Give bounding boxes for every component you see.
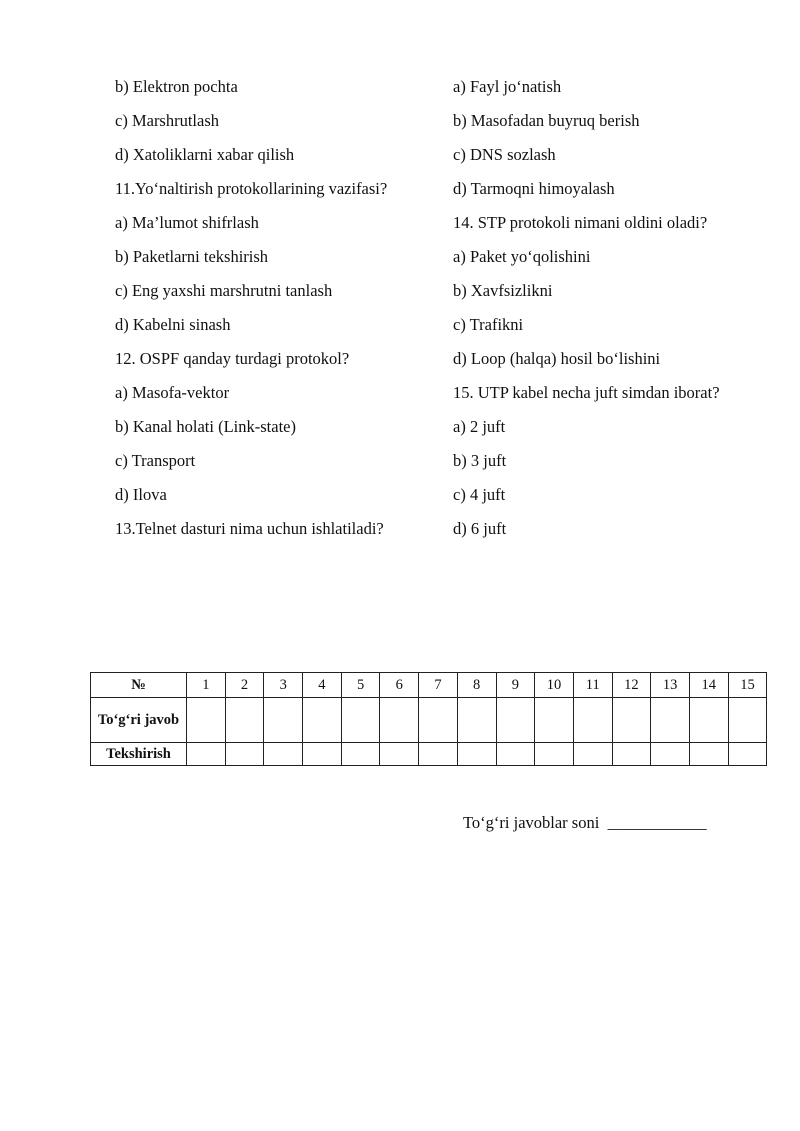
option-d-line: d) Xatoliklarni xabar qilish [115, 145, 295, 164]
correct-answer-label: To‘g‘ri javob [91, 698, 187, 743]
option-b-line: b) Kanal holati (Link-state) [115, 417, 296, 436]
answer-cell[interactable] [573, 698, 612, 743]
option-a-line: a) Fayl jo‘natish [453, 77, 562, 96]
option-b-line: b) 3 juft [453, 451, 507, 470]
option-a-line: a) Masofa-vektor [115, 383, 230, 402]
question-number-cell: 1 [187, 673, 226, 698]
option-d-line: d) Kabelni sinash [115, 315, 231, 334]
option-b-line: b) Elektron pochta [115, 77, 238, 96]
correct-answer-row [91, 698, 767, 743]
question-14: 14. STP protokoli nimani oldini oladi? [453, 213, 708, 232]
answer-cell[interactable] [380, 698, 419, 743]
answer-cell[interactable] [496, 698, 535, 743]
option-c-line: c) Eng yaxshi marshrutni tanlash [115, 281, 333, 300]
answer-cell[interactable] [689, 698, 728, 743]
correct-count-blank[interactable]: ____________ [607, 813, 707, 832]
option-c-line: c) Marshrutlash [115, 111, 220, 130]
check-cell[interactable] [728, 743, 767, 766]
right-column [453, 76, 743, 552]
option-b-line: b) Masofadan buyruq berish [453, 111, 640, 130]
question-11: 11.Yo‘naltirish protokollarining vazifasi? [115, 179, 388, 198]
answer-cell[interactable] [612, 698, 651, 743]
option-c-line: c) 4 juft [453, 485, 506, 504]
check-cell[interactable] [225, 743, 264, 766]
question-number-cell: 3 [264, 673, 303, 698]
question-13: 13.Telnet dasturi nima uchun ishlatiladi? [115, 519, 384, 538]
question-number-cell: 5 [341, 673, 380, 698]
option-c-line: c) Transport [115, 451, 196, 470]
option-a-line: a) Paket yo‘qolishini [453, 247, 591, 266]
question-number-cell: 12 [612, 673, 651, 698]
check-cell[interactable] [651, 743, 690, 766]
check-cell[interactable] [341, 743, 380, 766]
check-cell[interactable] [689, 743, 728, 766]
check-cell[interactable] [303, 743, 342, 766]
correct-count-label: To‘g‘ri javoblar soni [463, 813, 600, 832]
answer-cell[interactable] [535, 698, 574, 743]
answer-cell[interactable] [225, 698, 264, 743]
answer-cell[interactable] [728, 698, 767, 743]
option-d-line: d) Tarmoqni himoyalash [453, 179, 615, 198]
check-cell[interactable] [535, 743, 574, 766]
question-number-cell: 6 [380, 673, 419, 698]
answer-cell[interactable] [303, 698, 342, 743]
answer-cell[interactable] [457, 698, 496, 743]
option-b-line: b) Xavfsizlikni [453, 281, 553, 300]
answer-cell[interactable] [187, 698, 226, 743]
question-number-cell: 10 [535, 673, 574, 698]
question-number-cell: 13 [651, 673, 690, 698]
question-number-cell: 15 [728, 673, 767, 698]
option-d-line: d) Loop (halqa) hosil bo‘lishini [453, 349, 661, 368]
question-number-cell: 7 [419, 673, 458, 698]
check-cell[interactable] [573, 743, 612, 766]
answer-cell[interactable] [651, 698, 690, 743]
check-cell[interactable] [612, 743, 651, 766]
check-cell[interactable] [457, 743, 496, 766]
answer-cell[interactable] [264, 698, 303, 743]
answer-cell[interactable] [341, 698, 380, 743]
check-label: Tekshirish [91, 743, 187, 766]
number-header-cell: № [91, 673, 187, 698]
answer-table [90, 672, 767, 766]
question-number-cell: 2 [225, 673, 264, 698]
question-15: 15. UTP kabel necha juft simdan iborat? [453, 383, 720, 402]
option-c-line: c) Trafikni [453, 315, 524, 334]
option-d-line: d) 6 juft [453, 519, 507, 538]
check-row [91, 743, 767, 766]
check-cell[interactable] [419, 743, 458, 766]
question-number-cell: 9 [496, 673, 535, 698]
check-cell[interactable] [264, 743, 303, 766]
table-header-row [91, 673, 767, 698]
option-d-line: d) Ilova [115, 485, 167, 504]
option-c-line: c) DNS sozlash [453, 145, 556, 164]
option-a-line: a) 2 juft [453, 417, 506, 436]
question-number-cell: 8 [457, 673, 496, 698]
option-b-line: b) Paketlarni tekshirish [115, 247, 269, 266]
check-cell[interactable] [380, 743, 419, 766]
correct-count-line [463, 812, 707, 834]
question-number-cell: 4 [303, 673, 342, 698]
option-a-line: a) Ma’lumot shifrlash [115, 213, 259, 232]
question-number-cell: 11 [573, 673, 612, 698]
check-cell[interactable] [187, 743, 226, 766]
check-cell[interactable] [496, 743, 535, 766]
question-number-cell: 14 [689, 673, 728, 698]
left-column [115, 76, 405, 552]
answer-cell[interactable] [419, 698, 458, 743]
question-12: 12. OSPF qanday turdagi protokol? [115, 349, 350, 368]
